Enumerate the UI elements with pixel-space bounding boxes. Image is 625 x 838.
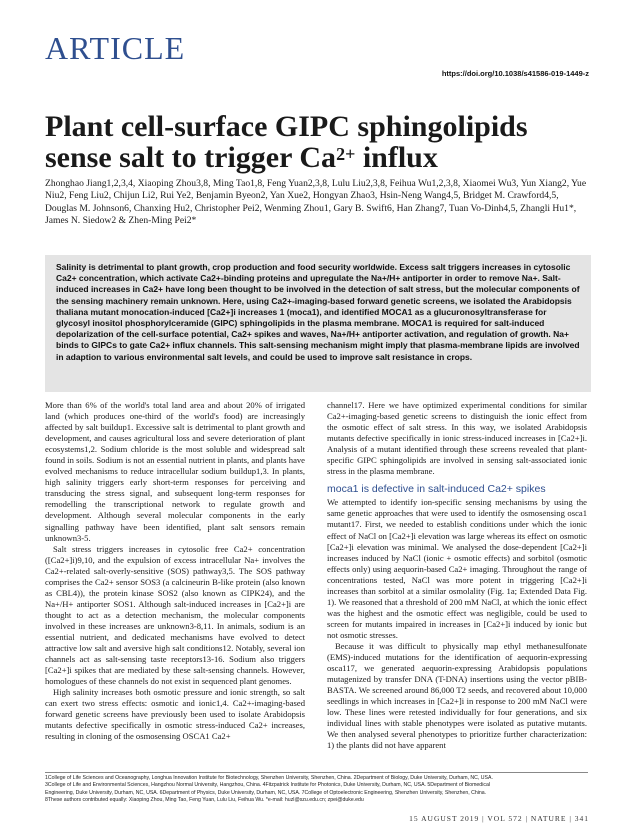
footnote-line: 3College of Life and Environmental Sciences, Hangzhou Normal University, Hangzhou, China. 4Fitzpatrick Institute for Photonics, Duke University, Durham, NC, USA. 5Department of Biomedical <box>45 782 490 789</box>
section-subheading: moca1 is defective in salt-induced Ca2+ spikes <box>327 483 546 496</box>
article-title <box>45 111 590 173</box>
abstract-box <box>45 255 591 392</box>
section-label: ARTICLE <box>45 30 186 66</box>
body-paragraph: We attempted to identify ion-specific sensing mechanisms by using the same genetic approaches that were used to identify the osmosensing osca1 mutant17. First, we needed to establish conditions under which the ionic effect of NaCl on [Ca2+]i elevation was large whereas its effect on osmotic [Ca2+]i elevation was minimal. We analysed the dose-dependent [Ca2+]i increases induced by NaCl (ionic + osmotic effects) and sorbitol (osmotic effects only) using aequorin-based Ca2+ imaging. Throughout the range of concentrations tested, NaCl was more potent in triggering [Ca2+]i increases than sorbitol at a similar osmolality (Fig. 1a; Extended Data Fig. 1). We reasoned that a threshold of 200 mM NaCl, at which the ionic effect was the highest and the osmotic effect was negligible, could be used to screen for mutants impaired in increases in [Ca2+]i induced by ionic but not osmotic stresses. <box>327 497 587 640</box>
affiliation-footnotes <box>45 775 590 804</box>
title-tail: influx <box>355 141 438 174</box>
doi-link[interactable]: https://doi.org/10.1038/s41586-019-1449-z <box>441 69 589 78</box>
body-column-right <box>327 400 587 751</box>
footnote-line: Engineering, Duke University, Durham, NC, USA. 6Department of Physics, Duke University, Durham, NC, USA. 7College of Optoelectronic Engineering, Shenzhen University, Shenzhen, China. <box>45 789 487 796</box>
footnote-line: 8These authors contributed equally: Xiaoping Zhou, Ming Tao, Feng Yuan, Lulu Liu, Feihua Wu. *e-mail: huzl@szu.edu.cn; zpei@duke.edu <box>45 796 364 803</box>
body-paragraph: Because it was difficult to physically map ethyl methanesulfonate (EMS)-induced mutations for the identification of aequorin-expressing osca117, we generated aequorin-expressing Arabidopsis populations mutagenized by transfer DNA (T-DNA) insertions using the vector pBIB-BASTA. We screened around 86,000 T2 seeds, and recovered about 10,000 seedlings in which increases in [Ca2+]i in response to 200 mM NaCl were low. These lines were retested individually for four generations, and six individual lines with stable phenotypes were isolated as putative mutants. We then analysed several phenotypes to prioritize further characterization: 1) the plants did not have apparent <box>327 640 587 751</box>
footnote-divider <box>45 772 588 773</box>
body-paragraph: More than 6% of the world's total land area and about 20% of irrigated land (which produces one-third of the world's food) are increasingly affected by salt buildup1. Excessive salt is detrimental to plant growth and development, and causes agricultural loss and severe deterioration of plant ecosystems1,2. Sodium chloride is the most soluble and widespread salt found in soils. Sodium is not an essential nutrient in plants, and plants have evolved mechanisms to reduce intracellular sodium buildup1,3. In plants, high salinity triggers early short-term responses for perceiving and transducing the stress signal, and subsequent long-term responses for remodelling the transcriptional network to regulate growth and development. Although several molecular components in the early signalling pathway have been identified, plant salt sensors remain unknown3-5. <box>45 400 305 543</box>
title-main: Plant cell-surface GIPC sphingolipids sense salt to trigger Ca <box>45 110 528 174</box>
author-list: Zhonghao Jiang1,2,3,4, Xiaoping Zhou3,8, Ming Tao1,8, Feng Yuan2,3,8, Lulu Liu2,3,8, Feihua Wu1,2,3,8, Xiaomei Wu3, Yun Xiang2, Yue Niu2, Feng Liu2, Chijun Li2, Rui Ye2, Benjamin Byeon2, Yan Xue2, Hongyan Zhao3, Hsin-Neng Wang4,5, Bridget M. Crawford4,5, Douglas M. Johnson6, Chanxing Hu2, Christopher Pei2, Wenming Zhou1, Gary B. Swift6, Han Zhang7, Tuan Vo-Dinh4,5, Zhangli Hu1*, James N. Siedow2 & Zhen-Ming Pei2* <box>45 178 587 227</box>
title-superscript: 2+ <box>336 144 356 164</box>
page-footer: 15 AUGUST 2019 | VOL 572 | NATURE | 341 <box>409 814 589 823</box>
body-paragraph: High salinity increases both osmotic pressure and ionic strength, so salt can exert two stress effects: osmotic and ionic1,4. Ca2+-imaging-based forward genetic screens have previously been used to isolate Arabidopsis mutants defective specifically in osmotic stress-induced Ca2+ increases, resulting in cloning of the osmosensing OSCA1 Ca2+ <box>45 687 305 742</box>
footnote-line: 1College of Life Sciences and Oceanography, Longhua Innovation Institute for Biotechnology, Shenzhen University, Shenzhen, China. 2Department of Biology, Duke University, Durham, NC, USA. <box>45 775 493 781</box>
body-paragraph: Salt stress triggers increases in cytosolic free Ca2+ concentration ([Ca2+]i)9,10, and the expulsion of excess intracellular Na+ involves the Ca2+-related salt-overly-sensitive (SOS) pathway3,5. The SOS pathway comprises the Ca2+ sensor SOS3 (a calcineurin B-like protein (also known as CBL4)), the protein kinase SOS2 (also known as CIPK24), and the Na+/H+ antiporter SOS1. Although salt-induced increases in [Ca2+]i are thought to act as a detection mechanism, the molecular components involved in these increases are unknown3-8,11. In animals, sodium is an essential nutrient, and dedicated mechanisms have evolved to detect attractive low salt and aversive high salt conditions12. Notably, several ion channels act as salt-sensing taste receptors13-16. Sodium also triggers [Ca2+]i spikes that are mediated by these salt-sensing channels. However, homologues of these channels do not exist in sequenced plant genomes. <box>45 543 305 687</box>
body-paragraph: channel17. Here we have optimized experimental conditions for similar Ca2+-imaging-based genetic screens to distinguish the ionic effect from the osmotic effect of salt stress. In this way, we isolated Arabidopsis mutants defective specifically in ionic stress-induced increases in [Ca2+]i. Analysis of a mutant identified through these screens revealed that plant-specific GIPC sphingolipids are involved in sensing salt-associated ionic stress in the plasma membrane. <box>327 400 587 477</box>
body-column-left <box>45 400 305 742</box>
abstract-text: Salinity is detrimental to plant growth, crop production and food security worldwide. Excess salt triggers increases in cytosolic Ca2+ concentration, which activate Ca2+-binding proteins and upregulate the Na+/H+ antiporter in order to remove Na+. Salt-induced increases in Ca2+ have long been thought to be involved in the detection of salt stress, but the molecular components of the sensing machinery remain unknown. Here, using Ca2+-imaging-based forward genetic screens, we isolated the Arabidopsis thaliana mutant monocation-induced [Ca2+]i increases 1 (moca1), and identified MOCA1 as a glucuronosyltransferase for glycosyl inositol phosphorylceramide (GIPC) sphingolipids in the plasma membrane. MOCA1 is required for salt-induced depolarization of the cell-surface potential, Ca2+ spikes and waves, Na+/H+ antiporter activation, and regulation of growth. Na+ binds to GIPCs to gate Ca2+ influx channels. This salt-sensing mechanism might imply that plasma-membrane lipids are involved in adaption to various environmental salt levels, and could be used to improve salt resistance in crops. <box>56 262 580 362</box>
